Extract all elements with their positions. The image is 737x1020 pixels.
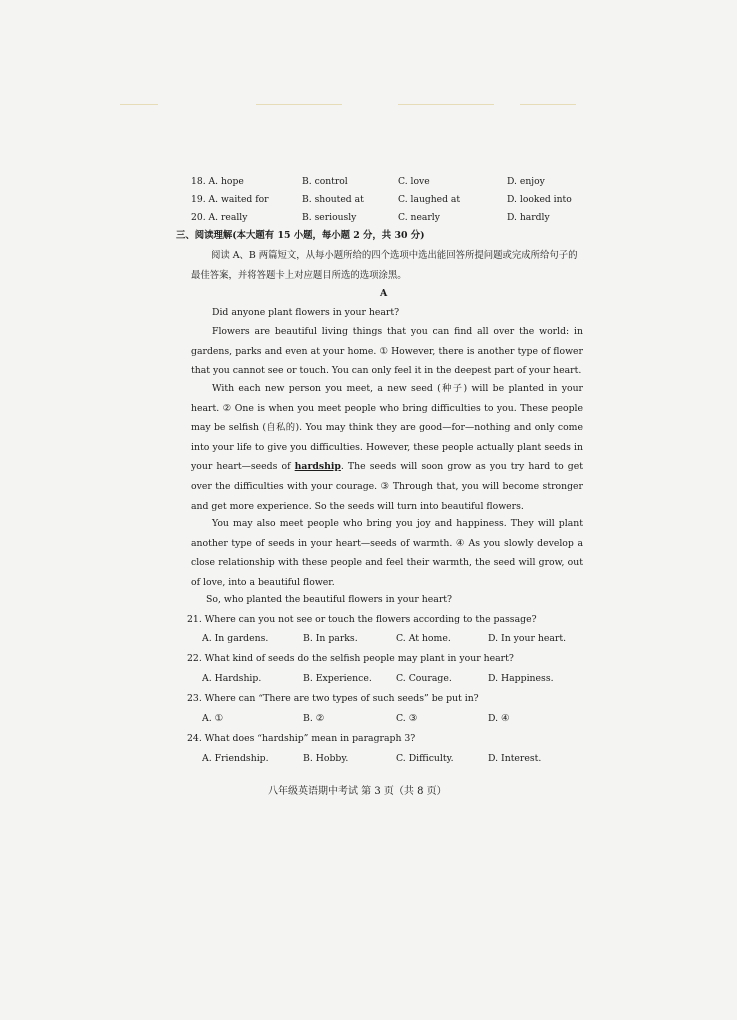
option-a: 20. A. really <box>191 212 248 223</box>
option-c: C. nearly <box>398 212 440 223</box>
answer-c: C. At home. <box>396 633 451 644</box>
answer-a: A. Friendship. <box>202 753 269 764</box>
answer-c: C. Courage. <box>396 673 452 684</box>
option-b: B. control <box>302 176 348 187</box>
answer-b: B. In parks. <box>303 633 358 644</box>
page-footer: 八年级英语期中考试 第 3 页（共 8 页） <box>268 786 447 797</box>
option-c: C. love <box>398 176 430 187</box>
paragraph-2-part1: With each new person you meet, a new seed (种子) will be planted in your heart. ② One is when you meet people who bring difficulties to you. These people may be selfish (自私的). You may think they are good—for—nothing and only come into your life to give you difficulties. However, these people actually plant seeds in your heart—seeds of <box>191 383 583 473</box>
answer-a: A. In gardens. <box>202 633 269 644</box>
answer-a: A. Hardship. <box>202 673 262 684</box>
section-instructions: 阅读 A、B 两篇短文，从每小题所给的四个选项中选出能回答所提问题或完成所给句子的最佳答案，并将答题卡上对应题目所选的选项涂黑。 <box>191 250 578 281</box>
answer-c: C. ③ <box>396 713 418 724</box>
answer-c: C. Difficulty. <box>396 753 454 764</box>
scan-mark <box>120 104 158 105</box>
passage-closing: So, who planted the beautiful flowers in your heart? <box>206 594 452 605</box>
question-24: 24. What does “hardship” mean in paragraph 3? <box>187 733 416 744</box>
paragraph-1: Flowers are beautiful living things that you can find all over the world: in gardens, parks and even at your home. ① However, there is another type of flower that you cannot see or touch. You can only feel it in the deepest part of your heart. <box>191 326 583 377</box>
passage-opening: Did anyone plant flowers in your heart? <box>212 307 400 318</box>
answer-d: D. Interest. <box>488 753 542 764</box>
paragraph-2 <box>191 379 583 516</box>
option-d: D. enjoy <box>507 176 545 187</box>
answer-d: D. Happiness. <box>488 673 554 684</box>
question-22: 22. What kind of seeds do the selfish people may plant in your heart? <box>187 653 514 664</box>
question-23: 23. Where can “There are two types of such seeds” be put in? <box>187 693 479 704</box>
answer-b: B. Hobby. <box>303 753 349 764</box>
scan-mark <box>256 104 342 105</box>
option-a: 18. A. hope <box>191 176 244 187</box>
answer-b: B. Experience. <box>303 673 372 684</box>
passage-title: A <box>380 288 388 299</box>
scan-mark <box>520 104 576 105</box>
option-d: D. looked into <box>507 194 572 205</box>
keyword-hardship: hardship <box>294 461 341 473</box>
option-b: B. shouted at <box>302 194 364 205</box>
answer-d: D. In your heart. <box>488 633 567 644</box>
scan-mark <box>398 104 494 105</box>
paragraph-3: You may also meet people who bring you joy and happiness. They will plant another type of seeds in your heart—seeds of warmth. ④ As you slowly develop a close relationship with these people and feel their warmth, the seed will grow, out of love, into a beautiful flower. <box>191 518 583 588</box>
option-d: D. hardly <box>507 212 550 223</box>
option-b: B. seriously <box>302 212 357 223</box>
answer-a: A. ① <box>202 713 223 724</box>
option-c: C. laughed at <box>398 194 461 205</box>
paragraph-2-part2: . The seeds will soon grow as you try hard to get over the difficulties with your courage. ③ Through that, you will become stronger and get more experience. So the seeds will turn into beautiful flowers. <box>191 461 583 512</box>
question-21: 21. Where can you not see or touch the flowers according to the passage? <box>187 614 537 625</box>
option-a: 19. A. waited for <box>191 194 269 205</box>
answer-b: B. ② <box>303 713 325 724</box>
section-heading: 三、阅读理解(本大题有 15 小题，每小题 2 分，共 30 分) <box>176 230 425 241</box>
answer-d: D. ④ <box>488 713 510 724</box>
